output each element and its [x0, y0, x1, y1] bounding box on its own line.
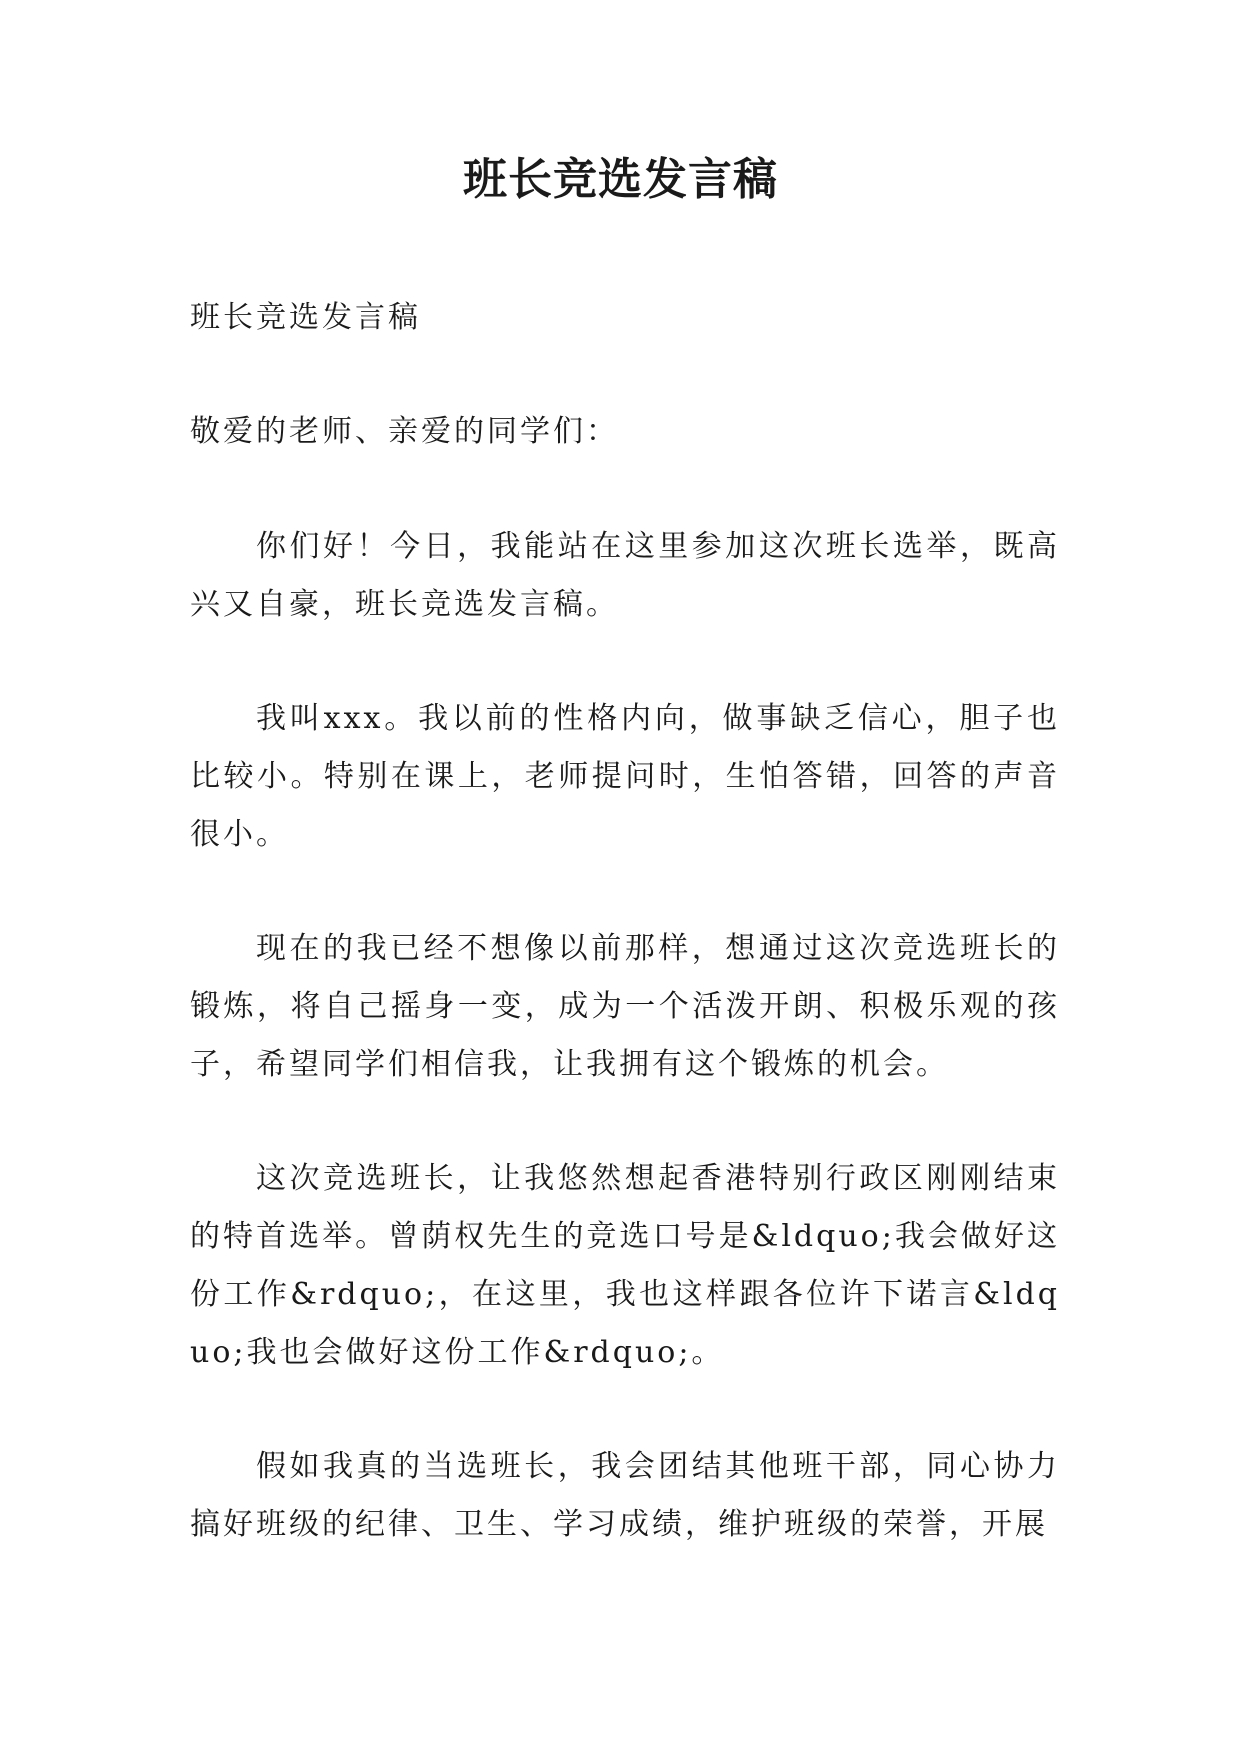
greeting-line: 敬爱的老师、亲爱的同学们： [190, 414, 619, 449]
document-subtitle: 班长竞选发言稿 [190, 300, 421, 335]
document-body [190, 290, 1060, 1554]
paragraph-4: 这次竞选班长，让我悠然想起香港特别行政区刚刚结束的特首选举。曾荫权先生的竞选口号是&ldquo;我会做好这份工作&rdquo;，在这里，我也这样跟各位许下诺言&ldquo;我也会做好这份工作&rdquo;。 [190, 1161, 1060, 1370]
paragraph-1: 你们好！今日，我能站在这里参加这次班长选举，既高兴又自豪，班长竞选发言稿。 [190, 529, 1060, 622]
document-title: 班长竞选发言稿 [463, 154, 778, 205]
paragraph-2: 我叫xxx。我以前的性格内向，做事缺乏信心，胆子也比较小。特别在课上，老师提问时，生怕答错，回答的声音很小。 [190, 701, 1060, 852]
paragraph-5: 假如我真的当选班长，我会团结其他班干部，同心协力搞好班级的纪律、卫生、学习成绩，维护班级的荣誉，开展 [190, 1449, 1060, 1542]
paragraph-3: 现在的我已经不想像以前那样，想通过这次竞选班长的锻炼，将自己摇身一变，成为一个活泼开朗、积极乐观的孩子，希望同学们相信我，让我拥有这个锻炼的机会。 [190, 931, 1060, 1082]
